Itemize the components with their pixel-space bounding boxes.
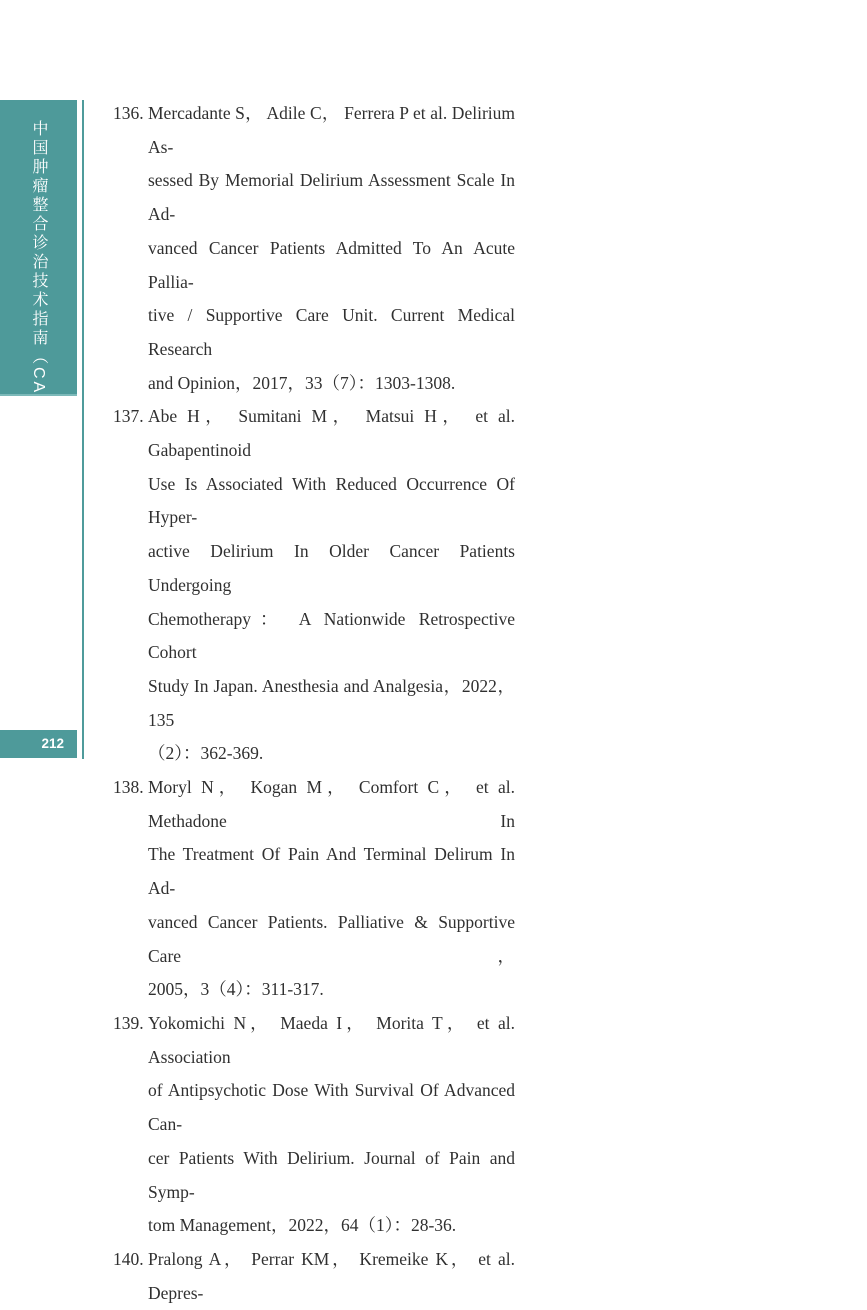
reference-line: Study In Japan. Anesthesia and Analgesia，2022，135 (148, 675, 515, 730)
reference-number: 137. (113, 406, 144, 427)
reference-line: vanced Cancer Patients Admitted To An Acute Pallia- (148, 237, 515, 292)
reference-line: vanced Cancer Patients. Palliative & Supportive Care， (148, 911, 515, 966)
reference-line: Abe H， Sumitani M， Matsui H， et al. Gabapentinoid (148, 406, 515, 461)
page-number: 212 (41, 736, 64, 751)
reference-line: tive / Supportive Care Unit. Current Medical Research (148, 305, 515, 359)
reference-line: cer Patients With Delirium. Journal of Pain and Symp- (148, 1147, 515, 1202)
sidebar-banner (0, 100, 77, 443)
reference-text (148, 400, 515, 771)
reference-line: 2005，3（4）：311-317. (148, 979, 324, 1000)
reference-line: and Opinion，2017，33（7）：1303-1308. (148, 372, 456, 393)
reference-number: 136. (113, 103, 144, 123)
reference-line: sessed By Memorial Delirium Assessment Scale In Ad- (148, 170, 515, 225)
reference-text (148, 771, 515, 1007)
page-number-badge (0, 730, 77, 758)
reference-list (113, 97, 515, 1310)
reference-text (148, 1243, 515, 1310)
reference-line: tom Management，2022，64（1）：28-36. (148, 1215, 457, 1236)
reference-line: Yokomichi N， Maeda I， Morita T， et al. Association (148, 1012, 515, 1067)
reference-line: The Treatment Of Pain And Terminal Delirum In Ad- (148, 844, 515, 899)
reference-line: Chemotherapy： A Nationwide Retrospective Cohort (148, 608, 515, 663)
reference-line: Pralong A， Perrar KM， Kremeike K， et al. Depres- (148, 1248, 515, 1303)
reference-text (148, 97, 515, 400)
reference-line: of Antipsychotic Dose With Survival Of Advanced Can- (148, 1080, 515, 1135)
reference-item (113, 771, 515, 1007)
reference-item (113, 400, 515, 771)
reference-number: 139. (113, 1012, 144, 1033)
reference-number: 138. (113, 777, 144, 798)
reference-number: 140. (113, 1248, 144, 1269)
reference-text (148, 1007, 515, 1243)
reference-item (113, 1243, 515, 1310)
sidebar-title: 中国肿瘤整合诊治技术指南（CACA） (30, 120, 47, 443)
reference-line: （2）：362-369. (148, 743, 264, 764)
reference-line: active Delirium In Older Cancer Patients Undergoing (148, 541, 515, 595)
reference-line: Moryl N， Kogan M， Comfort C， et al. Methadone In (148, 777, 515, 831)
reference-item (113, 1007, 515, 1243)
reference-item (113, 97, 515, 400)
reference-line: Use Is Associated With Reduced Occurrence Of Hyper- (148, 473, 515, 528)
reference-line: Mercadante S， Adile C， Ferrera P et al. Delirium As- (148, 103, 515, 157)
vertical-rule (82, 100, 84, 759)
